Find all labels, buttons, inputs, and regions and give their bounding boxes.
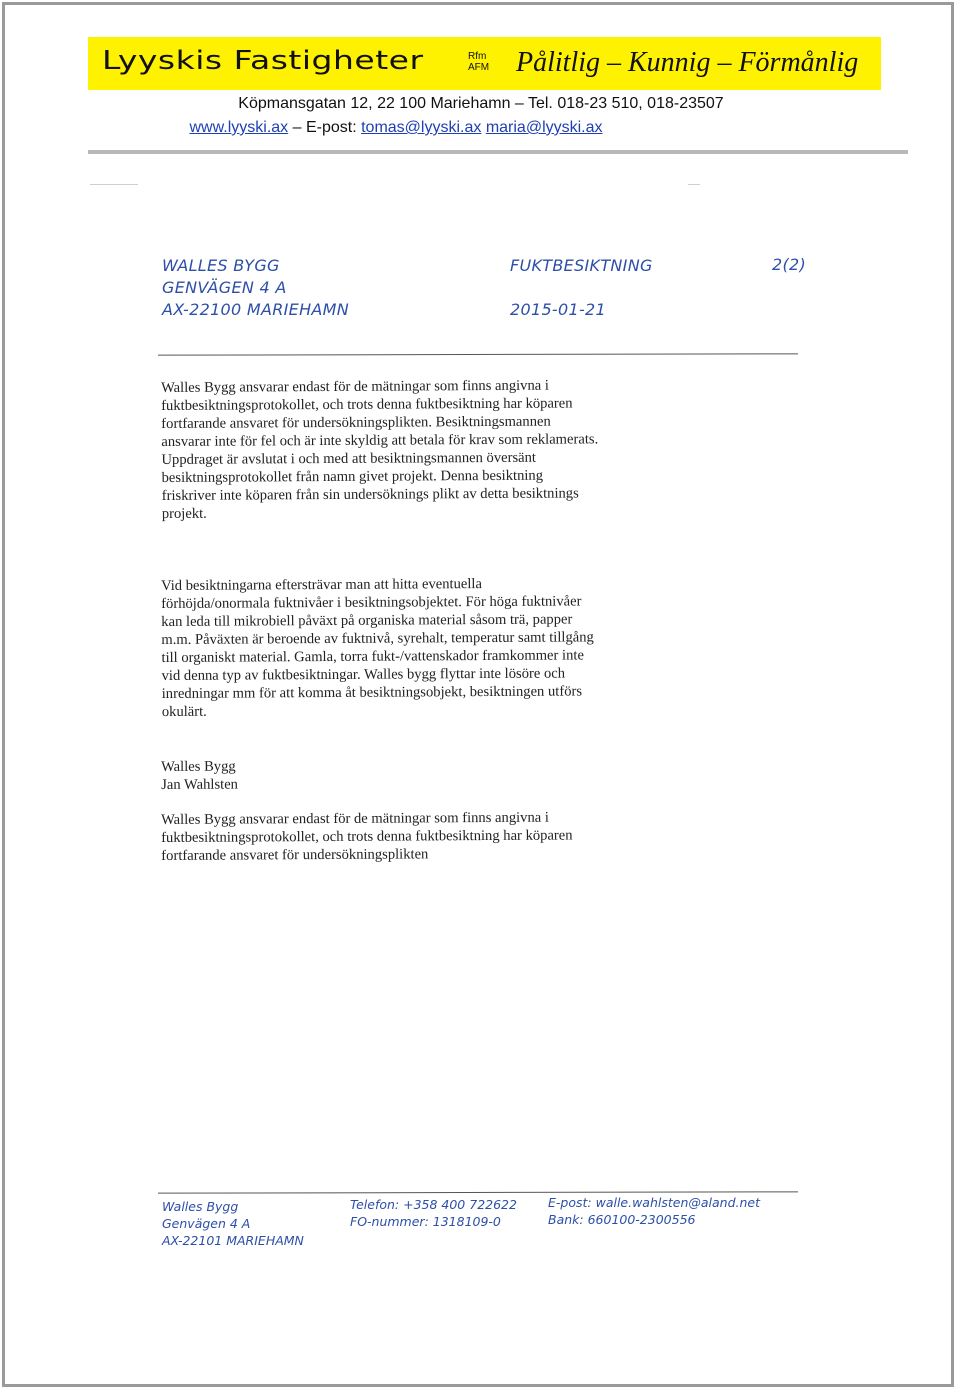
paragraph-line: Walles Bygg ansvarar endast för de mätningar som finns angivna i — [161, 809, 549, 828]
paragraph-method — [161, 574, 632, 721]
email-link-maria[interactable]: maria@lyyski.ax — [485, 119, 603, 136]
signature-company: Walles Bygg — [161, 758, 236, 775]
document-date: 2015-01-21 — [510, 300, 606, 319]
footer-company: Walles Bygg — [162, 1199, 239, 1214]
paragraph-line: till organiskt material. Gamla, torra fukt-/vattenskador framkommer inte — [161, 647, 584, 666]
signature-person: Jan Wahlsten — [161, 776, 238, 793]
letterhead-banner — [88, 37, 881, 90]
paragraph-line: ansvarar inte för fel och är inte skyldig att betala för krav som reklamerats. — [161, 431, 599, 450]
footer-contact-info — [548, 1194, 760, 1228]
badge-afm: AFM — [468, 62, 490, 73]
footer-street: Genvägen 4 A — [162, 1216, 251, 1231]
paragraph-disclaimer — [161, 376, 632, 523]
email-link-tomas[interactable]: tomas@lyyski.ax — [361, 119, 482, 136]
website-link[interactable]: www.lyyski.ax — [189, 119, 289, 136]
footer-address — [162, 1198, 304, 1249]
paragraph-line: projekt. — [161, 505, 207, 522]
footer-phone-info — [350, 1196, 517, 1230]
paragraph-line: Uppdraget är avslutat i och med att besiktningsmannen översänt — [161, 449, 537, 468]
footer-phone: Telefon: +358 400 722622 — [350, 1197, 517, 1212]
scan-artifact — [688, 184, 700, 185]
paragraph-line: besiktningsprotokollet från namn givet projekt. Denna besiktning — [161, 467, 544, 486]
footer-city: AX-22101 MARIEHAMN — [162, 1233, 304, 1248]
document-title: FUKTBESIKTNING — [510, 256, 653, 275]
contact-links — [0, 119, 792, 137]
paragraph-line: kan leda till mikrobiell påväxt på organiska material såsom trä, papper — [161, 611, 573, 630]
paragraph-line: Vid besiktningarna eftersträvar man att hitta eventuella — [161, 576, 482, 594]
scan-artifact — [90, 184, 138, 185]
paragraph-line: fortfarande ansvaret för undersökningsplikten. Besiktningsmannen — [161, 413, 551, 432]
footer-email: E-post: walle.wahlsten@aland.net — [548, 1195, 761, 1210]
paragraph-line: fuktbesiktningsprotokollet, och trots denna fuktbesiktning har köparen — [161, 395, 573, 414]
signature-block — [161, 755, 631, 794]
address-line: Köpmansgatan 12, 22 100 Mariehamn – Tel. 018-23 510, 018-23507 — [238, 95, 724, 112]
company-slogan: Pålitlig – Kunnig – Förmånlig — [516, 47, 859, 78]
paragraph-line: inredningar mm för att komma åt besiktningsobjekt, besiktningen utförs — [161, 683, 583, 702]
footer-org-number: FO-nummer: 1318109-0 — [350, 1214, 501, 1229]
sender-street: GENVÄGEN 4 A — [162, 278, 287, 297]
paragraph-line: vid denna typ av fuktbesiktningar. Walles bygg flyttar inte lösöre och — [161, 665, 566, 684]
company-logo: Lyyskis Fastigheter — [102, 45, 424, 76]
paragraph-line: Walles Bygg ansvarar endast för de mätningar som finns angivna i — [161, 377, 549, 396]
paragraph-line: fortfarande ansvaret för undersökningsplikten — [161, 846, 429, 864]
paragraph-line: fuktbesiktningsprotokollet, och trots denna fuktbesiktning har köparen — [161, 827, 573, 846]
paragraph-repeat-disclaimer — [161, 808, 631, 865]
paragraph-line: förhöjda/onormala fuktnivåer i besiktningsobjektet. För höga fuktnivåer — [161, 593, 582, 612]
sender-city: AX-22100 MARIEHAMN — [162, 300, 350, 319]
paragraph-line: okulärt. — [161, 703, 207, 720]
email-label: – E-post: — [288, 119, 362, 136]
badge-rfm: Rfm — [468, 51, 487, 62]
page-number: 2(2) — [772, 255, 807, 274]
paragraph-line: m.m. Påväxten är beroende av fuktnivå, syrehalt, temperatur samt tillgång — [161, 629, 594, 648]
logo-badge — [468, 51, 489, 73]
header-rule — [88, 150, 908, 154]
footer-bank: Bank: 660100-2300556 — [548, 1212, 696, 1227]
paragraph-line: friskriver inte köparen från sin undersöknings plikt av detta besiktnings — [161, 485, 579, 504]
sender-name: WALLES BYGG — [162, 256, 280, 275]
